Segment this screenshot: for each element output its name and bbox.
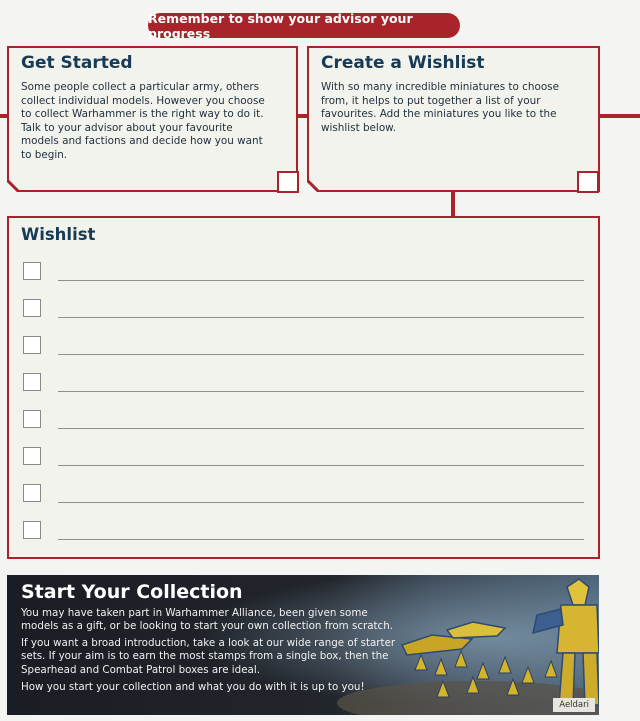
create-wishlist-card-corner <box>307 180 319 192</box>
start-collection-panel <box>7 575 599 715</box>
wishlist-row-line[interactable] <box>58 280 584 281</box>
connector-vertical <box>451 192 455 218</box>
aeldari-image-caption: Aeldari <box>553 698 595 712</box>
wishlist-row-checkbox[interactable] <box>23 447 41 465</box>
wishlist-title: Wishlist <box>21 225 96 244</box>
connector-right <box>598 114 640 118</box>
create-wishlist-checkbox[interactable] <box>577 171 599 193</box>
start-collection-title: Start Your Collection <box>21 581 243 603</box>
get-started-title: Get Started <box>21 53 133 73</box>
wishlist-row-line[interactable] <box>58 502 584 503</box>
wishlist-row-line[interactable] <box>58 539 584 540</box>
wishlist-row-line[interactable] <box>58 428 584 429</box>
get-started-checkbox[interactable] <box>277 171 299 193</box>
wishlist-row-checkbox[interactable] <box>23 336 41 354</box>
start-collection-para-2: If you want a broad introduction, take a look at our wide range of starter sets. If your aim is to earn the most stamps from a single box, then the Spearhead and Combat Patrol boxes are ideal. <box>21 637 396 676</box>
wishlist-row-line[interactable] <box>58 354 584 355</box>
wishlist-row-checkbox[interactable] <box>23 262 41 280</box>
start-collection-para-3: How you start your collection and what you do with it is up to you! <box>21 681 365 693</box>
wishlist-row-checkbox[interactable] <box>23 373 41 391</box>
get-started-body: Some people collect a particular army, others collect individual models. However you choose to collect Warhammer is the right way to do it. Talk to your advisor about your favourite models and factions and decide how you want to begin. <box>21 81 265 161</box>
wishlist-row-checkbox[interactable] <box>23 484 41 502</box>
wishlist-row-checkbox[interactable] <box>23 299 41 317</box>
wishlist-row-line[interactable] <box>58 391 584 392</box>
get-started-card-corner <box>7 180 19 192</box>
create-wishlist-title: Create a Wishlist <box>321 53 485 73</box>
create-wishlist-body: With so many incredible miniatures to choose from, it helps to put together a list of your favourites. Add the miniatures you like to the wishlist below. <box>321 81 559 134</box>
progress-banner-text: Remember to show your advisor your progress <box>148 10 413 41</box>
start-collection-para-1: You may have taken part in Warhammer Alliance, been given some models as a gift, or be looking to start your own collection from scratch. <box>21 607 394 633</box>
progress-banner <box>148 10 460 41</box>
wishlist-panel <box>7 216 600 559</box>
wishlist-row-line[interactable] <box>58 465 584 466</box>
wishlist-row-line[interactable] <box>58 317 584 318</box>
wishlist-row-checkbox[interactable] <box>23 521 41 539</box>
wishlist-row-checkbox[interactable] <box>23 410 41 428</box>
